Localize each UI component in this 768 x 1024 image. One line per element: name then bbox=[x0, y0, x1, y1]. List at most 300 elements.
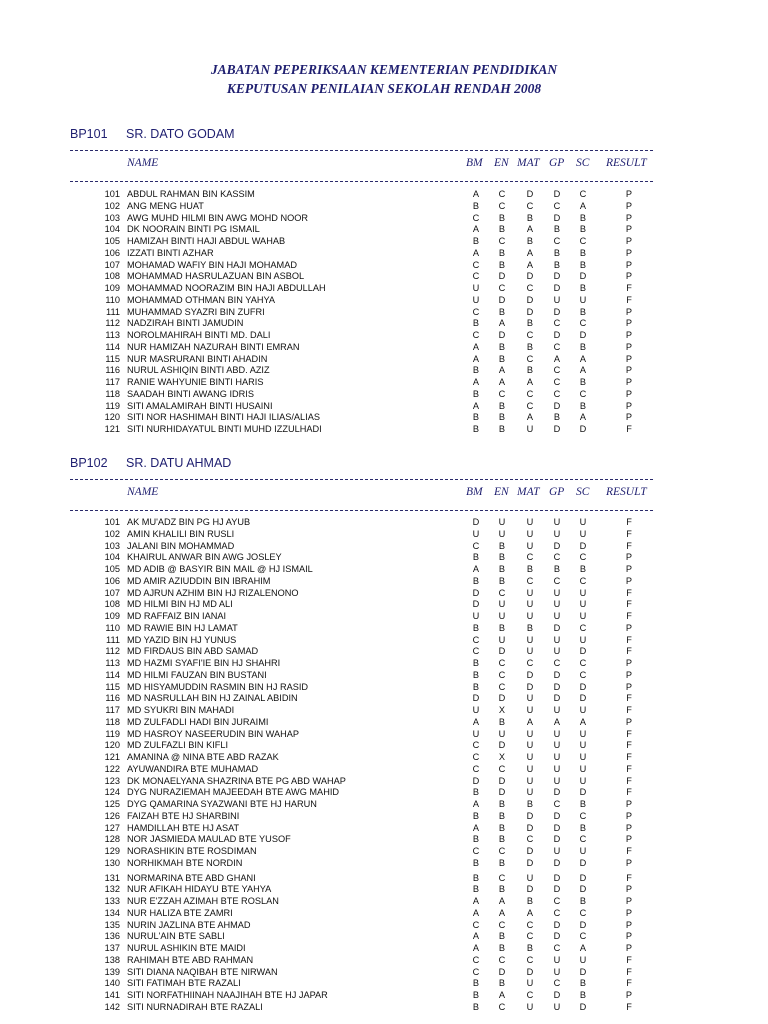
grade-bm: C bbox=[472, 634, 480, 645]
grade-mat: A bbox=[526, 377, 534, 387]
grade-en: C bbox=[498, 236, 506, 246]
grade-sc: B bbox=[579, 896, 587, 906]
candidate-name: SITI FATIMAH BTE RAZALI bbox=[127, 978, 241, 989]
grade-mat: C bbox=[526, 283, 534, 293]
grade-gp: D bbox=[553, 669, 561, 680]
grade-bm: C bbox=[472, 752, 480, 762]
grade-gp: B bbox=[553, 259, 561, 270]
grade-gp: D bbox=[553, 681, 561, 692]
candidate-number: 134 bbox=[104, 907, 120, 918]
candidate-number: 119 bbox=[105, 728, 120, 739]
candidate-name: AWG MUHD HILMI BIN AWG MOHD NOOR bbox=[127, 212, 309, 223]
grade-sc: B bbox=[579, 259, 587, 270]
candidate-name: IZZATI BINTI AZHAR bbox=[127, 247, 214, 258]
candidate-number: 129 bbox=[104, 846, 120, 856]
result: P bbox=[625, 681, 633, 692]
candidate-name: NADZIRAH BINTI JAMUDIN bbox=[127, 318, 244, 329]
grade-gp: C bbox=[553, 388, 561, 399]
result-row bbox=[0, 884, 768, 896]
grade-mat: U bbox=[526, 705, 534, 715]
candidate-name: NURUL ASHIKIN BTE MAIDI bbox=[127, 943, 246, 953]
candidate-number: 116 bbox=[105, 365, 120, 376]
candidate-number: 102 bbox=[104, 200, 120, 211]
grade-bm: C bbox=[472, 954, 480, 965]
candidate-name: MD AJRUN AZHIM BIN HJ RIZALENONO bbox=[127, 587, 299, 598]
grade-en: B bbox=[498, 564, 506, 574]
candidate-name: KHAIRUL ANWAR BIN AWG JOSLEY bbox=[127, 552, 282, 563]
grade-sc: A bbox=[579, 716, 587, 727]
grade-gp: U bbox=[553, 599, 561, 610]
grade-mat: U bbox=[526, 646, 534, 657]
grade-en: B bbox=[498, 212, 506, 223]
grade-gp: B bbox=[553, 412, 561, 423]
grade-en: A bbox=[498, 365, 506, 376]
grade-bm: A bbox=[472, 799, 480, 809]
result: P bbox=[625, 810, 633, 821]
candidate-name: NUR MASRURANI BINTI AHADIN bbox=[127, 353, 268, 364]
candidate-number: 140 bbox=[104, 978, 120, 989]
result: F bbox=[626, 954, 632, 965]
candidate-number: 120 bbox=[104, 412, 120, 423]
grade-bm: C bbox=[472, 306, 480, 317]
grade-mat: C bbox=[526, 400, 534, 411]
grade-en: B bbox=[498, 353, 506, 364]
grade-en: B bbox=[498, 540, 506, 551]
grade-en: U bbox=[498, 528, 506, 539]
grade-mat: U bbox=[526, 728, 534, 739]
grade-sc: C bbox=[579, 669, 587, 680]
grade-bm: B bbox=[472, 622, 480, 633]
grade-sc: D bbox=[579, 424, 587, 434]
grade-bm: A bbox=[472, 377, 480, 387]
candidate-name: MD RAWIE BIN HJ LAMAT bbox=[127, 622, 238, 633]
grade-gp: D bbox=[553, 884, 561, 895]
result-row bbox=[0, 412, 768, 424]
grade-gp: U bbox=[553, 966, 561, 977]
candidate-name: NURUL'AIN BTE SABLI bbox=[127, 931, 225, 942]
grade-mat: B bbox=[526, 896, 534, 906]
candidate-number: 103 bbox=[104, 212, 120, 223]
grade-mat: D bbox=[526, 966, 534, 977]
result: P bbox=[625, 306, 633, 317]
candidate-number: 112 bbox=[105, 646, 120, 657]
grade-en: C bbox=[498, 669, 506, 680]
candidate-number: 101 bbox=[104, 189, 120, 199]
grade-en: B bbox=[498, 224, 506, 235]
candidate-name: MOHAMMAD OTHMAN BIN YAHYA bbox=[127, 294, 276, 305]
grade-gp: D bbox=[553, 622, 561, 633]
grade-bm: A bbox=[472, 564, 480, 574]
grade-mat: C bbox=[526, 330, 534, 340]
grade-gp: D bbox=[553, 931, 561, 942]
grade-bm: C bbox=[472, 330, 480, 340]
result: P bbox=[625, 341, 633, 352]
result-row bbox=[0, 764, 768, 776]
grade-en: D bbox=[498, 646, 506, 657]
grade-sc: C bbox=[579, 236, 587, 246]
candidate-name: MD HAZMI SYAFI'IE BIN HJ SHAHRI bbox=[127, 658, 281, 668]
grade-sc: U bbox=[579, 599, 587, 610]
grade-en: B bbox=[498, 622, 506, 633]
grade-mat: D bbox=[526, 884, 534, 895]
result-row bbox=[0, 389, 768, 401]
result-row bbox=[0, 330, 768, 342]
grade-mat: C bbox=[526, 931, 534, 942]
grade-sc: U bbox=[579, 752, 587, 762]
grade-mat: C bbox=[526, 919, 534, 930]
grade-gp: U bbox=[553, 517, 561, 527]
candidate-name: NUR AFIKAH HIDAYU BTE YAHYA bbox=[127, 884, 272, 895]
grade-bm: C bbox=[472, 646, 480, 657]
candidate-number: 109 bbox=[104, 283, 120, 293]
result-row bbox=[0, 318, 768, 330]
grade-gp: D bbox=[553, 822, 561, 833]
grade-bm: B bbox=[472, 810, 480, 821]
candidate-number: 125 bbox=[104, 799, 120, 809]
grade-bm: U bbox=[472, 611, 480, 621]
grade-en: D bbox=[498, 271, 506, 282]
result-row bbox=[0, 213, 768, 225]
result-row bbox=[0, 729, 768, 741]
grade-mat: C bbox=[526, 200, 534, 211]
result-row bbox=[0, 224, 768, 236]
result: P bbox=[625, 896, 633, 906]
grade-bm: B bbox=[472, 236, 480, 246]
grade-en: A bbox=[498, 896, 506, 906]
result: F bbox=[626, 705, 632, 715]
grade-gp: D bbox=[553, 212, 561, 223]
grade-en: U bbox=[498, 599, 506, 610]
grade-en: C bbox=[498, 283, 506, 293]
column-header-en: EN bbox=[494, 486, 509, 498]
grade-gp: D bbox=[553, 306, 561, 317]
grade-bm: D bbox=[472, 587, 480, 598]
candidate-name: NUR HALIZA BTE ZAMRI bbox=[127, 907, 233, 918]
candidate-name: MOHAMAD WAFIY BIN HAJI MOHAMAD bbox=[127, 259, 297, 270]
candidate-name: MD FIRDAUS BIN ABD SAMAD bbox=[127, 646, 259, 657]
result-row bbox=[0, 529, 768, 541]
grade-gp: D bbox=[553, 283, 561, 293]
grade-sc: D bbox=[579, 857, 587, 868]
candidate-number: 139 bbox=[104, 966, 120, 977]
grade-en: B bbox=[498, 341, 506, 352]
result-row bbox=[0, 564, 768, 576]
grade-gp: U bbox=[553, 611, 561, 621]
grade-sc: C bbox=[579, 575, 587, 586]
candidate-name: DK NOORAIN BINTI PG ISMAIL bbox=[127, 224, 260, 235]
column-header-bm: BM bbox=[466, 486, 483, 498]
candidate-name: HAMIZAH BINTI HAJI ABDUL WAHAB bbox=[127, 236, 286, 246]
column-header-bm: BM bbox=[466, 157, 483, 169]
grade-en: B bbox=[498, 424, 506, 434]
grade-mat: D bbox=[526, 822, 534, 833]
result: F bbox=[626, 775, 632, 786]
result-row bbox=[0, 1002, 768, 1014]
grade-sc: C bbox=[579, 907, 587, 918]
result: F bbox=[626, 528, 632, 539]
grade-mat: B bbox=[526, 341, 534, 352]
result: P bbox=[625, 919, 633, 930]
grade-bm: A bbox=[472, 247, 480, 258]
grade-mat: D bbox=[526, 846, 534, 856]
grade-bm: U bbox=[472, 728, 480, 739]
grade-mat: D bbox=[526, 681, 534, 692]
grade-mat: D bbox=[526, 306, 534, 317]
grade-sc: A bbox=[579, 943, 587, 953]
column-header-sc: SC bbox=[576, 157, 590, 169]
school-name: SR. DATO GODAM bbox=[126, 127, 235, 141]
grade-en: B bbox=[498, 716, 506, 727]
grade-en: C bbox=[498, 919, 506, 930]
grade-gp: B bbox=[553, 224, 561, 235]
grade-sc: D bbox=[579, 330, 587, 340]
grade-sc: D bbox=[579, 872, 587, 883]
result: P bbox=[625, 857, 633, 868]
grade-mat: U bbox=[526, 634, 534, 645]
grade-mat: U bbox=[526, 1001, 534, 1012]
result: F bbox=[626, 693, 632, 704]
column-header-sc: SC bbox=[576, 486, 590, 498]
result: F bbox=[626, 740, 632, 751]
result: P bbox=[625, 799, 633, 809]
grade-gp: C bbox=[553, 943, 561, 953]
grade-sc: A bbox=[579, 365, 587, 376]
grade-sc: U bbox=[579, 634, 587, 645]
grade-sc: C bbox=[579, 834, 587, 845]
grade-en: A bbox=[498, 990, 506, 1000]
candidate-name: SITI NORFATHIINAH NAAJIHAH BTE HJ JAPAR bbox=[127, 990, 328, 1000]
candidate-name: MD HILMI FAUZAN BIN BUSTANI bbox=[127, 669, 267, 680]
grade-en: D bbox=[498, 787, 506, 798]
candidate-number: 110 bbox=[105, 294, 120, 305]
candidate-number: 108 bbox=[104, 599, 120, 610]
result-row bbox=[0, 658, 768, 670]
result-row bbox=[0, 611, 768, 623]
result: P bbox=[625, 564, 633, 574]
grade-en: C bbox=[498, 846, 506, 856]
result: P bbox=[625, 353, 633, 364]
result: P bbox=[625, 931, 633, 942]
result-row bbox=[0, 365, 768, 377]
grade-gp: U bbox=[553, 740, 561, 751]
grade-gp: U bbox=[553, 752, 561, 762]
column-header-gp: GP bbox=[549, 486, 565, 498]
candidate-number: 117 bbox=[105, 377, 120, 387]
result: P bbox=[625, 716, 633, 727]
grade-bm: B bbox=[472, 990, 480, 1000]
result: P bbox=[625, 365, 633, 376]
grade-gp: C bbox=[553, 658, 561, 668]
column-header-result: RESULT bbox=[606, 157, 647, 169]
candidate-name: RAHIMAH BTE ABD RAHMAN bbox=[127, 954, 254, 965]
grade-gp: U bbox=[553, 763, 561, 774]
grade-mat: C bbox=[526, 954, 534, 965]
candidate-number: 119 bbox=[105, 400, 120, 411]
candidate-number: 141 bbox=[104, 990, 120, 1000]
candidate-number: 115 bbox=[105, 681, 120, 692]
grade-en: A bbox=[498, 377, 506, 387]
grade-sc: B bbox=[579, 224, 587, 235]
grade-sc: B bbox=[579, 212, 587, 223]
candidate-number: 114 bbox=[105, 669, 120, 680]
candidate-number: 124 bbox=[104, 787, 120, 798]
grade-en: X bbox=[498, 752, 506, 762]
result: P bbox=[625, 552, 633, 563]
candidate-name: MD ZULFADLI HADI BIN JURAIMI bbox=[127, 716, 269, 727]
grade-sc: U bbox=[579, 728, 587, 739]
grade-en: A bbox=[498, 318, 506, 329]
result-row bbox=[0, 776, 768, 788]
report-title-line-1: JABATAN PEPERIKSAAN KEMENTERIAN PENDIDIKAN bbox=[210, 62, 558, 77]
result: F bbox=[626, 587, 632, 598]
candidate-name: NORMARINA BTE ABD GHANI bbox=[127, 872, 256, 883]
candidate-number: 137 bbox=[104, 943, 120, 953]
result: F bbox=[626, 646, 632, 657]
result-row bbox=[0, 646, 768, 658]
grade-mat: B bbox=[526, 212, 534, 223]
result: P bbox=[625, 622, 633, 633]
grade-mat: C bbox=[526, 388, 534, 399]
dashed-divider bbox=[70, 150, 653, 151]
candidate-name: NOR JASMIEDA MAULAD BTE YUSOF bbox=[127, 834, 291, 845]
result: F bbox=[626, 966, 632, 977]
grade-en: B bbox=[498, 259, 506, 270]
result: F bbox=[626, 634, 632, 645]
grade-gp: C bbox=[553, 896, 561, 906]
result: F bbox=[626, 752, 632, 762]
grade-bm: D bbox=[472, 599, 480, 610]
candidate-number: 142 bbox=[104, 1001, 120, 1012]
grade-mat: D bbox=[526, 857, 534, 868]
result-row bbox=[0, 717, 768, 729]
result: F bbox=[626, 872, 632, 883]
column-header-mat: MAT bbox=[517, 486, 540, 498]
grade-en: A bbox=[498, 907, 506, 918]
result: F bbox=[626, 728, 632, 739]
grade-gp: U bbox=[553, 646, 561, 657]
result: P bbox=[625, 224, 633, 235]
result: P bbox=[625, 400, 633, 411]
grade-mat: C bbox=[526, 658, 534, 668]
grade-bm: B bbox=[472, 884, 480, 895]
candidate-number: 132 bbox=[104, 884, 120, 895]
candidate-name: FAIZAH BTE HJ SHARBINI bbox=[127, 810, 240, 821]
grade-gp: D bbox=[553, 990, 561, 1000]
grade-bm: C bbox=[472, 966, 480, 977]
candidate-name: MD SYUKRI BIN MAHADI bbox=[127, 705, 235, 715]
grade-mat: B bbox=[526, 564, 534, 574]
result: F bbox=[626, 517, 632, 527]
grade-mat: A bbox=[526, 716, 534, 727]
candidate-name: MD ADIB @ BASYIR BIN MAIL @ HJ ISMAIL bbox=[127, 564, 313, 574]
result-row bbox=[0, 517, 768, 529]
grade-mat: A bbox=[526, 412, 534, 423]
grade-en: D bbox=[498, 740, 506, 751]
result-row bbox=[0, 635, 768, 647]
grade-sc: U bbox=[579, 763, 587, 774]
candidate-name: NORHIKMAH BTE NORDIN bbox=[127, 857, 243, 868]
grade-mat: D bbox=[526, 810, 534, 821]
grade-sc: D bbox=[579, 966, 587, 977]
result: P bbox=[625, 388, 633, 399]
candidate-number: 127 bbox=[104, 822, 120, 833]
grade-en: X bbox=[498, 705, 506, 715]
grade-sc: B bbox=[579, 247, 587, 258]
candidate-number: 136 bbox=[104, 931, 120, 942]
grade-sc: C bbox=[579, 318, 587, 329]
result: P bbox=[625, 330, 633, 340]
grade-mat: C bbox=[526, 834, 534, 845]
column-header-name: NAME bbox=[127, 486, 159, 498]
result-row bbox=[0, 908, 768, 920]
grade-en: D bbox=[498, 693, 506, 704]
result: P bbox=[625, 658, 633, 668]
grade-mat: U bbox=[526, 517, 534, 527]
column-header-name: NAME bbox=[127, 157, 159, 169]
result-row bbox=[0, 354, 768, 366]
grade-bm: A bbox=[472, 341, 480, 352]
result: P bbox=[625, 907, 633, 918]
candidate-name: RANIE WAHYUNIE BINTI HARIS bbox=[127, 377, 264, 387]
result: P bbox=[625, 212, 633, 223]
grade-en: B bbox=[498, 931, 506, 942]
result: P bbox=[625, 669, 633, 680]
candidate-number: 118 bbox=[105, 716, 120, 727]
result-row bbox=[0, 599, 768, 611]
dashed-divider bbox=[70, 479, 653, 480]
result: F bbox=[626, 294, 632, 305]
grade-sc: C bbox=[579, 189, 587, 199]
grade-mat: A bbox=[526, 247, 534, 258]
grade-en: C bbox=[498, 587, 506, 598]
grade-sc: C bbox=[579, 552, 587, 563]
grade-mat: U bbox=[526, 611, 534, 621]
candidate-name: SITI DIANA NAQIBAH BTE NIRWAN bbox=[127, 966, 278, 977]
grade-bm: A bbox=[472, 943, 480, 953]
grade-gp: D bbox=[553, 857, 561, 868]
result: F bbox=[626, 599, 632, 610]
grade-mat: C bbox=[526, 990, 534, 1000]
result-row bbox=[0, 424, 768, 436]
grade-sc: A bbox=[579, 412, 587, 423]
grade-en: D bbox=[498, 775, 506, 786]
grade-sc: D bbox=[579, 1001, 587, 1012]
grade-bm: U bbox=[472, 283, 480, 293]
result: F bbox=[626, 787, 632, 798]
grade-en: U bbox=[498, 728, 506, 739]
report-title-line-2: KEPUTUSAN PENILAIAN SEKOLAH RENDAH 2008 bbox=[226, 81, 542, 96]
grade-mat: U bbox=[526, 787, 534, 798]
grade-mat: B bbox=[526, 318, 534, 329]
result-row bbox=[0, 236, 768, 248]
candidate-name: SITI NURHIDAYATUL BINTI MUHD IZZULHADI bbox=[127, 424, 322, 434]
candidate-number: 112 bbox=[105, 318, 120, 329]
grade-bm: C bbox=[472, 846, 480, 856]
grade-bm: B bbox=[472, 787, 480, 798]
grade-sc: U bbox=[579, 587, 587, 598]
grade-gp: A bbox=[553, 353, 561, 364]
result-row bbox=[0, 858, 768, 870]
candidate-name: MD YAZID BIN HJ YUNUS bbox=[127, 634, 237, 645]
grade-en: B bbox=[498, 834, 506, 845]
grade-sc: D bbox=[579, 919, 587, 930]
school-code: BP101 bbox=[70, 127, 108, 141]
grade-mat: U bbox=[526, 978, 534, 989]
grade-mat: C bbox=[526, 575, 534, 586]
grade-mat: U bbox=[526, 424, 534, 434]
grade-bm: D bbox=[472, 517, 480, 527]
candidate-name: DK MONAELYANA SHAZRINA BTE PG ABD WAHAP bbox=[127, 775, 346, 786]
